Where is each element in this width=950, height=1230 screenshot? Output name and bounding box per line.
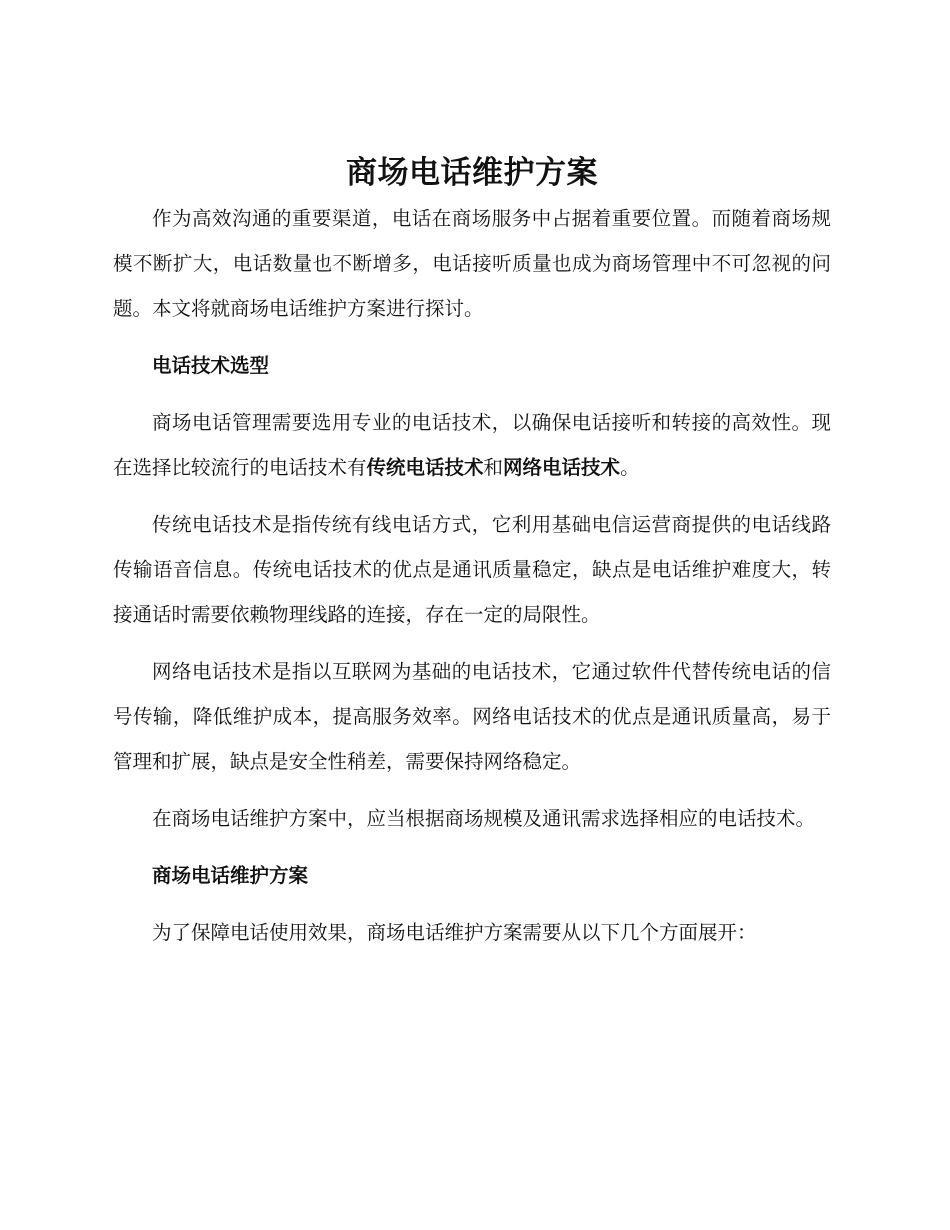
document-title: 商场电话维护方案 — [346, 155, 598, 191]
bold-term-network-phone: 网络电话技术 — [503, 456, 621, 479]
bold-term-traditional-phone: 传统电话技术 — [366, 456, 484, 479]
tech-selection-paragraph — [113, 400, 831, 490]
section-heading-tech-selection: 电话技术选型 — [152, 354, 270, 377]
tech-choice-paragraph: 在商场电话维护方案中，应当根据商场规模及通讯需求选择相应的电话技术。 — [152, 807, 816, 830]
document-body — [113, 150, 831, 967]
maintenance-intro-paragraph: 为了保障电话使用效果，商场电话维护方案需要从以下几个方面展开： — [152, 921, 757, 944]
traditional-phone-paragraph: 传统电话技术是指传统有线电话方式，它利用基础电信运营商提供的电话线路传输语音信息。传统电话技术的优点是通讯质量稳定，缺点是电话维护难度大，转接通话时需要依赖物理线路的连接，存在一定的局限性。 — [113, 513, 831, 626]
text-run: 和 — [483, 456, 504, 479]
section-heading-maintenance-plan: 商场电话维护方案 — [152, 864, 309, 887]
text-run: 。 — [620, 456, 640, 479]
text-run: 商场电话管理需要选用专业的电话技术，以确保电话接听和转接的高效性。现在选择比较流行的电话技术有 — [113, 411, 831, 479]
network-phone-paragraph: 网络电话技术是指以互联网为基础的电话技术，它通过软件代替传统电话的信号传输，降低维护成本，提高服务效率。网络电话技术的优点是通讯质量高，易于管理和扩展，缺点是安全性稍差，需要保持网络稳定。 — [113, 660, 831, 773]
intro-paragraph: 作为高效沟通的重要渠道，电话在商场服务中占据着重要位置。而随着商场规模不断扩大，电话数量也不断增多，电话接听质量也成为商场管理中不可忽视的问题。本文将就商场电话维护方案进行探讨。 — [113, 207, 831, 320]
